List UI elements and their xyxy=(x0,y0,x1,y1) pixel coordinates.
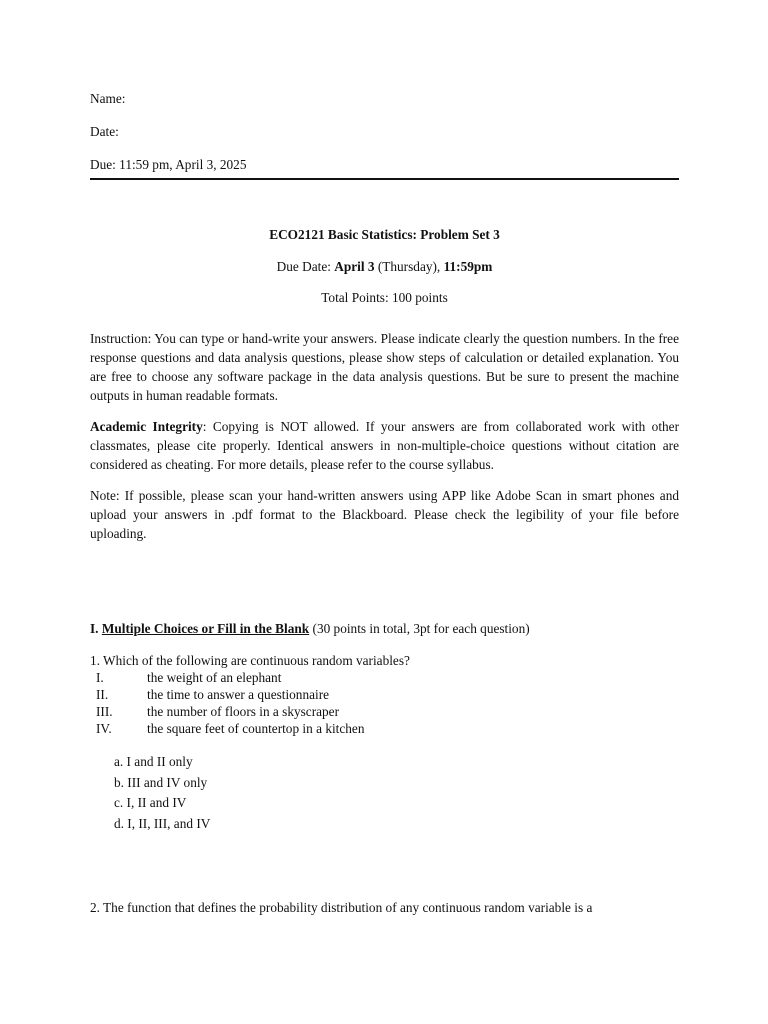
note-paragraph: Note: If possible, please scan your hand-written answers using APP like Adobe Scan in smart phones and upload your answers in .pdf format to the Blackboard. Please check the legibility of your file before uploading. xyxy=(90,488,679,541)
item-number: II. xyxy=(96,687,109,702)
instruction-paragraph: Instruction: You can type or hand-write your answers. Please indicate clearly the question numbers. In the free response questions and data analysis questions, please show steps of calculation or detailed explanation. You are free to choose any software package in the data analysis questions. But be sure to present the machine outputs in human readable formats. xyxy=(90,331,679,403)
section-title: Multiple Choices or Fill in the Blank xyxy=(101,621,310,636)
due-line: Due: 11:59 pm, April 3, 2025 xyxy=(90,157,247,172)
section-detail: (30 points in total, 3pt for each question) xyxy=(309,621,530,636)
section-number: I. xyxy=(90,621,102,636)
choice-b: b. III and IV only xyxy=(114,774,208,790)
item-number: I. xyxy=(96,670,104,685)
choice-a: a. I and II only xyxy=(114,754,193,769)
name-label: Name: xyxy=(90,91,126,106)
date-label: Date: xyxy=(90,124,119,139)
item-text: the time to answer a questionnaire xyxy=(147,687,330,702)
section-heading xyxy=(90,619,530,638)
question-1-choices xyxy=(114,752,210,834)
question-2-text: 2. The function that defines the probability distribution of any continuous random variable is a xyxy=(90,900,593,915)
choice-c: c. I, II and IV xyxy=(114,795,187,810)
item-number: IV. xyxy=(96,721,112,736)
item-number: III. xyxy=(96,704,113,719)
header-divider xyxy=(90,178,679,180)
question-1-text: 1. Which of the following are continuous random variables? xyxy=(90,653,410,668)
academic-integrity-label: Academic Integrity xyxy=(90,419,203,434)
due-date-time: 11:59pm xyxy=(443,259,493,274)
document-title: ECO2121 Basic Statistics: Problem Set 3 xyxy=(269,227,500,242)
academic-integrity-text: : Copying is NOT allowed. If your answers are from collaborated work with other classmates, please cite properly. Identical answers in non-multiple-choice questions without citation are considered as cheating. For more details, please refer to the course syllabus. xyxy=(90,419,679,472)
item-text: the number of floors in a skyscraper xyxy=(147,704,340,719)
total-points: Total Points: 100 points xyxy=(321,290,448,305)
due-date-line xyxy=(90,257,679,276)
item-text: the square feet of countertop in a kitchen xyxy=(147,721,365,736)
due-date-prefix: Due Date: xyxy=(276,259,335,274)
choice-d: d. I, II, III, and IV xyxy=(114,815,211,831)
due-date-day: (Thursday), xyxy=(374,259,444,274)
item-text: the weight of an elephant xyxy=(147,670,282,685)
academic-integrity-paragraph xyxy=(90,417,679,474)
due-date-value: April 3 xyxy=(334,259,375,274)
